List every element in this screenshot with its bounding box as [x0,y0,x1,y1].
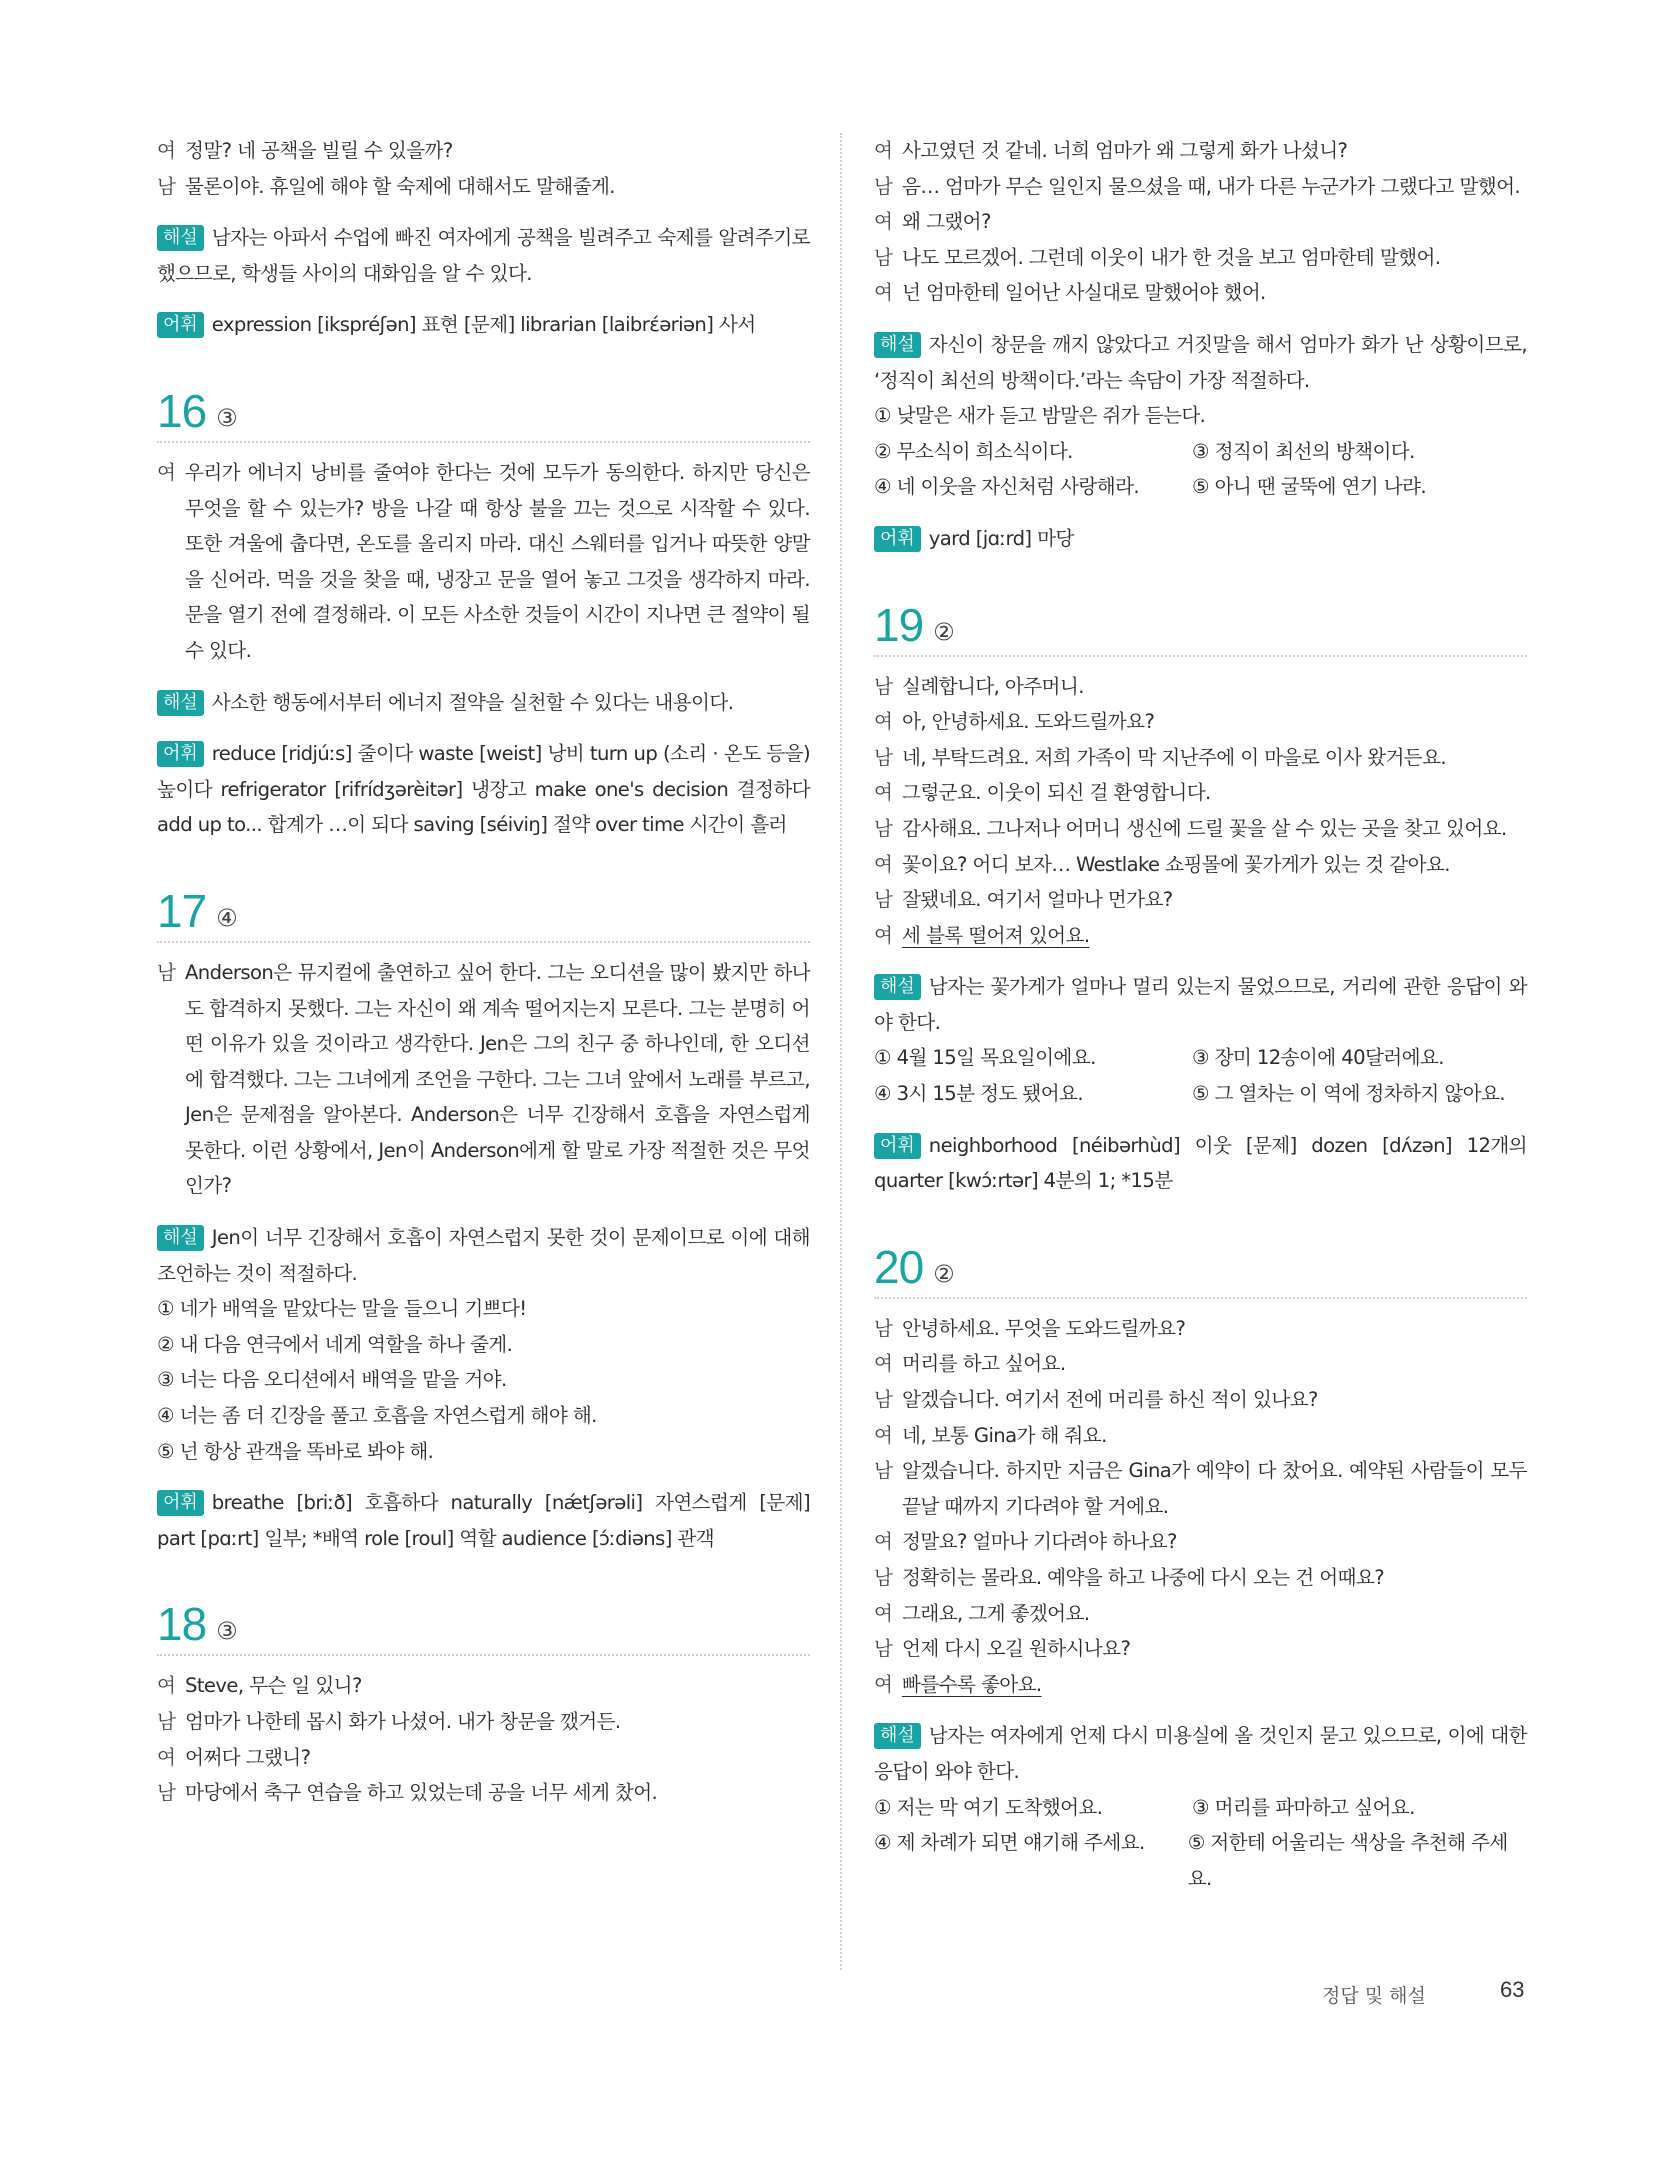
question-header-18 [157,1600,810,1656]
dialogue-line: 남 엄마가 나한테 몹시 화가 나셨어. 내가 창문을 깼거든. [157,1710,621,1733]
dialogue-line: 여 네, 보통 Gina가 해 줘요. [874,1423,1107,1447]
explanation-badge: 해설 [157,690,204,716]
dialogue-line: 남 마당에서 축구 연습을 하고 있었는데 공을 너무 세게 찼어. [157,1781,658,1805]
dialogue-line: 여 꽃이요? 어디 보자… Westlake 쇼핑몰에 꽃가게가 있는 것 같아요. [874,852,1450,876]
explanation: 해설 자신이 창문을 깨지 않았다고 거짓말을 해서 엄마가 화가 난 상황이므로, ‘정직이 최선의 방책이다.’라는 속담이 가장 적절하다. [874,332,1527,392]
question-number: 20 [874,1240,924,1293]
dialogue-line: 남 알겠습니다. 하지만 지금은 Gina가 예약이 다 찼어요. 예약된 사람들이 모두 끝날 때까지 기다려야 할 거에요. [874,1459,1527,1518]
question-header-19 [874,598,1527,657]
option: ③ 너는 다음 오디션에서 배역을 맡을 거야. [157,1368,507,1392]
question-number: 16 [157,384,207,437]
option: ② 내 다음 연극에서 네게 역할을 하나 줄게. [157,1332,513,1356]
monologue: 여 우리가 에너지 낭비를 줄여야 한다는 것에 모두가 동의한다. 하지만 당신은 무엇을 할 수 있는가? 방을 나갈 때 항상 불을 끄는 것으로 시작할 수 있다. 또한 겨울에 춥다면, 온도를 올리지 마라. 대신 스웨터를 입거나 따뜻한 양말을 신어라. 먹을 것을 찾을 때, 냉장고 문을 열어 놓고 그것을 생각하지 마라. 문을 열기 전에 결정해라. 이 모든 사소한 것들이 시간이 지나면 큰 절약이 될 수 있다. [157,460,810,662]
dialogue-line: 남 네, 부탁드려요. 저희 가족이 막 지난주에 이 마을로 이사 왔거든요. [874,745,1447,769]
answer-mark: ④ [216,903,238,932]
vocab-badge: 어휘 [157,1490,204,1516]
vocab-badge: 어휘 [157,741,204,767]
answer-mark: ② [933,617,955,646]
dialogue-line: 여 머리를 하고 싶어요. [874,1352,1066,1376]
answer-mark: ② [933,1259,955,1288]
dialogue-line: 남 안녕하세요. 무엇을 도와드릴까요? [874,1316,1186,1340]
vocabulary: 어휘 expression [ikspréʃən] 표현 [문제] librarian [laibrέəriən] 사서 [157,307,810,343]
option: ① 낮말은 새가 듣고 밤말은 쥐가 듣는다. [874,404,1206,428]
dialogue-line: 남 언제 다시 오길 원하시나요? [874,1637,1131,1661]
option-row: ① 저는 막 여기 도착했어요. ③ 머리를 파마하고 싶어요. [874,1795,1415,1819]
monologue: 남 Anderson은 뮤지컬에 출연하고 싶어 한다. 그는 오디션을 많이 봤지만 하나도 합격하지 못했다. 그는 자신이 왜 계속 떨어지는지 모른다. 그는 분명히 어떤 이유가 있을 것이라고 생각한다. Jen은 그의 친구 중 하나인데, 한 오디션에 합격했다. 그는 그녀에게 조언을 구한다. 그는 그녀 앞에서 노래를 부르고, Jen은 문제점을 알아본다. Anderson은 너무 긴장해서 호흡을 자연스럽게 못한다. 이런 상황에서, Jen이 Anderson에게 할 말로 가장 적절한 것은 무엇인가? [157,960,810,1198]
explanation-badge: 해설 [874,1723,921,1749]
right-column [874,133,1527,1896]
question-header-20 [874,1240,1527,1299]
explanation: 해설 남자는 아파서 수업에 빠진 여자에게 공책을 빌려주고 숙제를 알려주기로 했으므로, 학생들 사이의 대화임을 알 수 있다. [157,226,810,285]
answer-mark: ③ [216,403,238,432]
question-number: 17 [157,884,207,937]
option: ④ 너는 좀 더 긴장을 풀고 호흡을 자연스럽게 해야 해. [157,1404,597,1428]
option: ⑤ 넌 항상 관객을 똑바로 봐야 해. [157,1439,434,1463]
answer-mark: ③ [216,1617,238,1646]
dialogue-line: 남 정확히는 몰라요. 예약을 하고 나중에 다시 오는 건 어때요? [874,1566,1384,1589]
explanation-badge: 해설 [157,1225,204,1251]
explanation-badge: 해설 [874,332,921,358]
answer-line: 여 빠를수록 좋아요. [874,1672,1042,1696]
dialogue-line: 남 알겠습니다. 여기서 전에 머리를 하신 적이 있나요? [874,1388,1318,1412]
option-row: ④ 3시 15분 정도 됐어요. ⑤ 그 열차는 이 역에 정차하지 않아요. [874,1082,1505,1106]
page-number: 63 [1500,1977,1525,2002]
explanation: 해설 남자는 여자에게 언제 다시 미용실에 올 것인지 묻고 있으므로, 이에 대한 응답이 와야 한다. [874,1724,1527,1783]
option-row: ④ 네 이웃을 자신처럼 사랑해라. ⑤ 아니 땐 굴뚝에 연기 나랴. [874,475,1427,499]
dialogue-line: 남 실례합니다, 아주머니. [874,674,1084,698]
column-divider [840,133,842,1970]
dialogue-line: 남 감사해요. 그나저나 어머니 생신에 드릴 꽃을 살 수 있는 곳을 찾고 있어요. [874,816,1507,840]
dialogue-line: 남 잘됐네요. 여기서 얼마나 먼가요? [874,888,1173,912]
question-number: 19 [874,598,924,651]
vocabulary: 어휘 breathe [briːð] 호흡하다 naturally [nǽtʃərəli] 자연스럽게 [문제] part [pɑːrt] 일부; *배역 role [roul] 역할 audience [ɔ́ːdiəns] 관객 [157,1491,810,1550]
option-row: ① 4월 15일 목요일이에요. ③ 장미 12송이에 40달러에요. [874,1046,1444,1070]
vocabulary: 어휘 neighborhood [néibərhùd] 이웃 [문제] dozen [dʌ́zən] 12개의 quarter [kwɔ́ːrtər] 4분의 1; *15분 [874,1133,1527,1193]
dialogue-line: 여 넌 엄마한테 일어난 사실대로 말했어야 했어. [874,281,1266,305]
explanation-badge: 해설 [874,974,921,1000]
vocabulary: 어휘 reduce [ridjúːs] 줄이다 waste [weist] 낭비 turn up (소리 · 온도 등을) 높이다 refrigerator [rifrídʒərèitər] 냉장고 make one's decision 결정하다 add up to... 합계가 …이 되다 saving [séiviŋ] 절약 over time 시간이 흘러 [157,742,810,837]
footer-label: 정답 및 해설 [1322,1985,1426,2007]
vocab-badge: 어휘 [874,526,921,552]
dialogue-line: 남 음… 엄마가 무슨 일인지 물으셨을 때, 내가 다른 누군가가 그랬다고 말했어. [874,174,1521,198]
question-number: 18 [157,1598,207,1651]
dialogue-line: 남 나도 모르겠어. 그런데 이웃이 내가 한 것을 보고 엄마한테 말했어. [874,245,1441,269]
option: ① 네가 배역을 맡았다는 말을 들으니 기쁘다! [157,1297,527,1321]
vocab-badge: 어휘 [874,1133,921,1159]
explanation-badge: 해설 [157,225,204,251]
dialogue-line: 남 물론이야. 휴일에 해야 할 숙제에 대해서도 말해줄게. [157,174,615,198]
dialogue-line: 여 정말요? 얼마나 기다려야 하나요? [874,1530,1177,1554]
explanation: 해설 남자는 꽃가게가 얼마나 멀리 있는지 물었으므로, 거리에 관한 응답이 와야 한다. [874,975,1527,1034]
left-column [157,133,810,1811]
dialogue-line: 여 사고였던 것 같네. 너희 엄마가 왜 그렇게 화가 나셨니? [874,139,1348,162]
question-header-16 [157,384,810,443]
dialogue-line: 여 왜 그랬어? [874,210,991,234]
dialogue-line: 여 정말? 네 공책을 빌릴 수 있을까? [157,139,453,162]
explanation: 해설 Jen이 너무 긴장해서 호흡이 자연스럽지 못한 것이 문제이므로 이에 대해 조언하는 것이 적절하다. [157,1226,810,1285]
option-row: ④ 제 차례가 되면 얘기해 주세요. ⑤ 저한테 어울리는 색상을 추천해 주세요. [874,1831,1508,1890]
option-row: ② 무소식이 희소식이다. ③ 정직이 최선의 방책이다. [874,439,1415,463]
vocabulary: 어휘 yard [jɑːrd] 마당 [874,521,1527,557]
dialogue-line: 여 아, 안녕하세요. 도와드릴까요? [874,710,1155,734]
dialogue-line: 여 어쩌다 그랬니? [157,1745,311,1769]
dialogue-line: 여 그렇군요. 이웃이 되신 걸 환영합니다. [874,781,1211,805]
dialogue-line: 여 그래요, 그게 좋겠어요. [874,1601,1090,1625]
dialogue-line: 여 Steve, 무슨 일 있니? [157,1674,362,1698]
question-header-17 [157,884,810,943]
vocab-badge: 어휘 [157,312,204,338]
answer-line: 여 세 블록 떨어져 있어요. [874,923,1090,947]
explanation: 해설 사소한 행동에서부터 에너지 절약을 실천할 수 있다는 내용이다. [157,685,810,721]
